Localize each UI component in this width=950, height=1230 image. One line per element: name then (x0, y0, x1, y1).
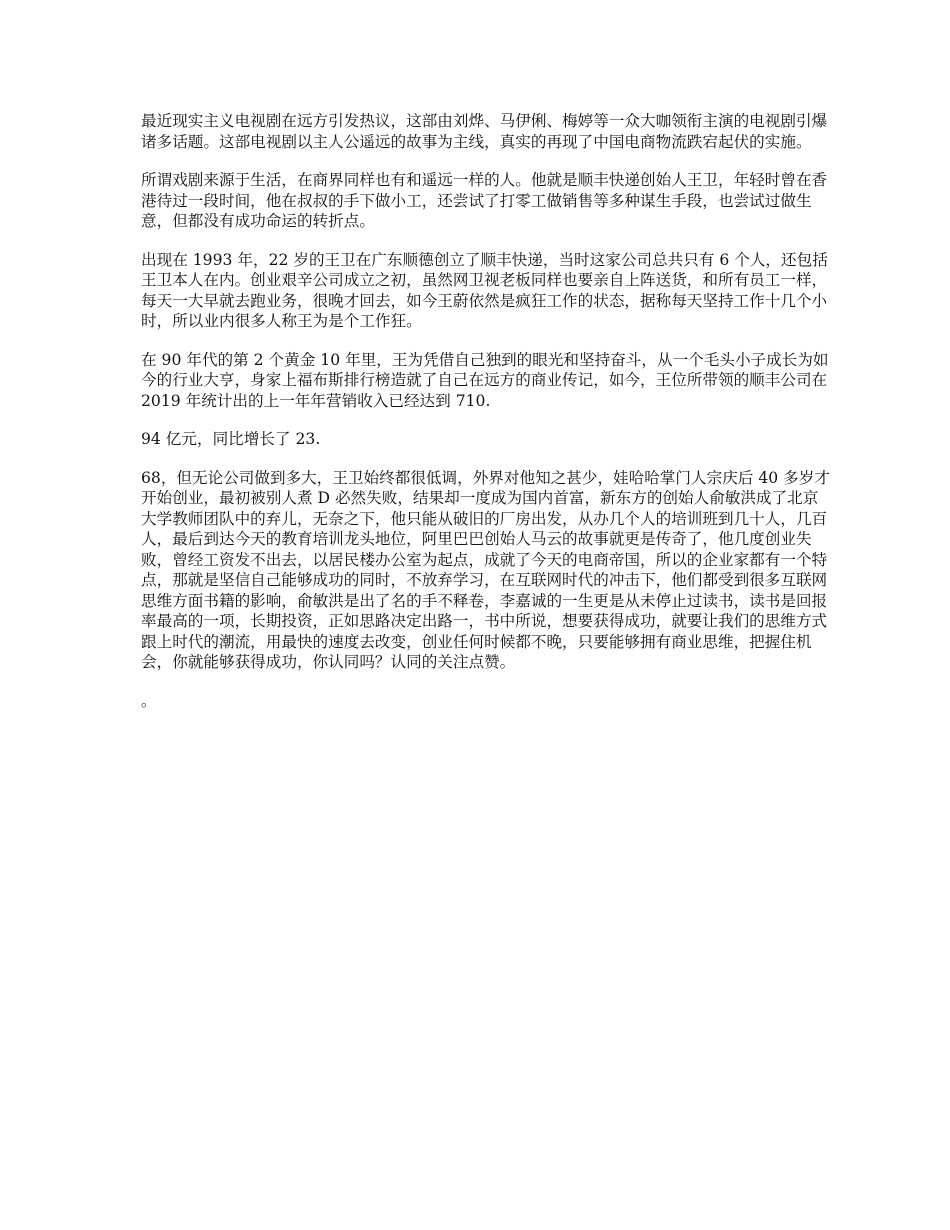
paragraph-7: 。 (141, 691, 157, 710)
paragraph-4: 在 90 年代的第 2 个黄金 10 年里，王为凭借自己独到的眼光和坚持奋斗，从一个毛头小子成长为如今的行业大亨，身家上福布斯排行榜造就了自己在远方的商业传记，如今，王位所带领的顺丰公司在 2019 年统计出的上一年年营销收入已经达到 710. (141, 350, 829, 410)
paragraph-3: 出现在 1993 年，22 岁的王卫在广东顺德创立了顺丰快递，当时这家公司总共只有 6 个人，还包括王卫本人在内。创业艰辛公司成立之初，虽然网卫视老板同样也要亲自上阵送货，和所有员工一样，每天一大早就去跑业务，很晚才回去，如今王蔚依然是疯狂工作的状态，据称每天坚持工作十几个小时，所以业内很多人称王为是个工作狂。 (141, 250, 828, 330)
paragraph-6: 68，但无论公司做到多大，王卫始终都很低调，外界对他知之甚少，娃哈哈掌门人宗庆后 40 多岁才开始创业，最初被别人煮 D 必然失败，结果却一度成为国内首富，新东方的创始人俞敏洪成了北京大学教师团队中的弃儿，无奈之下，他只能从破旧的厂房出发，从办几个人的培训班到几十人，几百人，最后到达今天的教育培训龙头地位，阿里巴巴创始人马云的故事就更是传奇了，他几度创业失败，曾经工资发不出去，以居民楼办公室为起点，成就了今天的电商帝国，所以的企业家都有一个特点，那就是坚信自己能够成功的同时，不放弃学习，在互联网时代的冲击下，他们都受到很多互联网思维方面书籍的影响，俞敏洪是出了名的手不释卷，李嘉诚的一生更是从未停止过读书，读书是回报率最高的一项，长期投资，正如思路决定出路一，书中所说，想要获得成功，就要让我们的思维方式跟上时代的潮流，用最快的速度去改变，创业任何时候都不晚，只要能够拥有商业思维，把握住机会，你就能够获得成功，你认同吗？认同的关注点赞。 (141, 468, 830, 671)
paragraph-5: 94 亿元，同比增长了 23. (141, 430, 321, 448)
paragraph-1: 最近现实主义电视剧在远方引发热议，这部由刘烨、马伊俐、梅婷等一众大咖领衔主演的电视剧引爆诸多话题。这部电视剧以主人公遥远的故事为主线，真实的再现了中国电商物流跌宕起伏的实施。 (141, 112, 828, 151)
paragraph-2: 所谓戏剧来源于生活，在商界同样也有和遥远一样的人。他就是顺丰快递创始人王卫，年轻时曾在香港待过一段时间，他在叔叔的手下做小工，还尝试了打零工做销售等多种谋生手段，也尝试过做生意，但都没有成功命运的转折点。 (141, 171, 828, 230)
article-body (141, 111, 831, 729)
